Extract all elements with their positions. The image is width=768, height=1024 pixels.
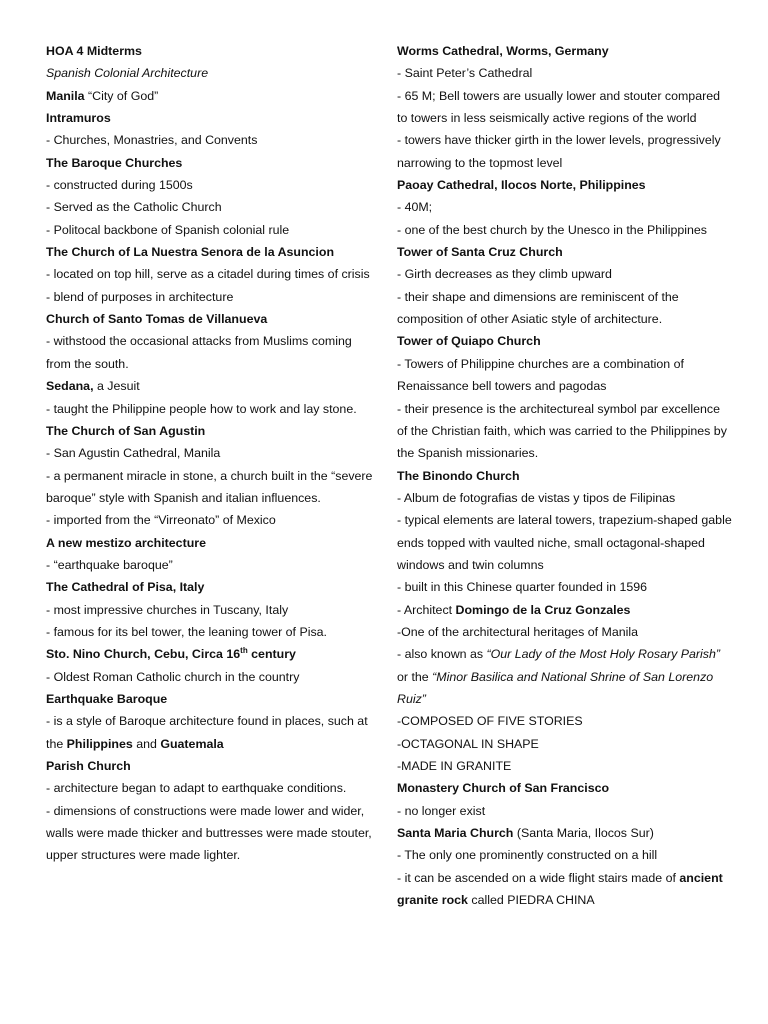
text-line [397,241,732,263]
text-line [397,353,732,398]
text-line [46,509,376,531]
bold-text: Sedana, [46,379,94,394]
bold-text: Tower of Santa Cruz Church [397,245,563,260]
text-run: - blend of purposes in architecture [46,289,234,304]
text-line [397,844,732,866]
right-column [397,40,732,911]
text-line [46,554,376,576]
text-run: - their presence is the architectureal symbol par excellence of the Christian faith, which was carried to the Philippines by the Spanish missionaries. [397,401,727,461]
text-line [46,263,376,285]
text-run: - 40M; [397,200,433,215]
text-run: - taught the Philippine people how to work and lay stone. [46,401,357,416]
text-run: - also known as [397,647,487,662]
text-line [397,867,732,912]
text-line [397,487,732,509]
text-run: - located on top hill, serve as a citadel during times of crisis [46,267,370,282]
bold-text: The Church of La Nuestra Senora de la Asuncion [46,245,335,260]
text-run: - a permanent miracle in stone, a church built in the “severe baroque” style with Spanish and italian influences. [46,468,373,505]
text-line [46,465,376,510]
text-run: - is a style of Baroque architecture found in places, such at the [46,714,368,751]
text-run: - Served as the Catholic Church [46,200,222,215]
text-run: - no longer exist [397,803,486,818]
text-line [397,174,732,196]
text-run: called PIEDRA CHINA [467,893,595,908]
text-line [46,576,376,598]
text-line [46,241,376,263]
text-line [397,733,732,755]
text-line [397,509,732,576]
bold-text: Earthquake Baroque [46,691,168,706]
bold-text: Guatemala [160,736,224,751]
text-line [46,174,376,196]
bold-text: Santa Maria Church [397,826,514,841]
bold-text: Tower of Quiapo Church [397,334,541,349]
bold-text: Monastery Church of San Francisco [397,781,610,796]
text-line [46,219,376,241]
text-run: - 65 M; Bell towers are usually lower and stouter compared to towers in less seismically active regions of the world [397,88,720,126]
text-line [46,688,376,710]
text-line [397,576,732,598]
text-line [397,777,732,799]
text-line [46,710,376,755]
text-line [397,263,732,285]
bold-text: century [247,647,296,662]
text-line [46,643,376,665]
italic-text: “Our Lady of the Most Holy Rosary Parish” [486,647,720,662]
text-line [397,755,732,777]
bold-text: Domingo de la Cruz Gonzales [455,602,631,617]
text-run: - Girth decreases as they climb upward [397,267,612,282]
text-line [46,286,376,308]
text-run: - dimensions of constructions were made lower and wider, walls were made thicker and buttresses were made stouter, upper structures were made lighter. [46,803,372,863]
bold-text: Sto. Nino Church, Cebu, Circa 16 [46,647,241,662]
text-run: -MADE IN GRANITE [397,759,512,773]
text-line [46,40,376,62]
text-line [46,666,376,688]
text-run: or the [397,669,433,684]
text-line [46,442,376,464]
text-run: “City of God” [84,88,159,103]
bold-text: ancient granite rock [397,870,723,908]
bold-text: Manila [46,88,85,103]
text-line [46,308,376,330]
text-line [397,599,732,621]
text-run: - one of the best church by the Unesco in the Philippines [397,222,707,237]
text-line [397,40,732,62]
bold-text: The Baroque Churches [46,155,183,170]
text-run: - Saint Peter’s Cathedral [397,66,533,81]
text-line [46,777,376,799]
bold-text: th [240,646,248,656]
bold-text: HOA 4 Midterms [46,44,142,58]
text-line [397,643,732,710]
bold-text: The Church of San Agustin [46,423,206,438]
bold-text: The Cathedral of Pisa, Italy [46,580,205,595]
text-line [46,85,376,107]
text-line [397,219,732,241]
bold-text: Philippines [66,736,133,751]
text-run: - Architect [397,602,456,617]
text-run: - towers have thicker girth in the lower levels, progressively narrowing to the topmost level [397,133,721,170]
text-line [46,375,376,397]
bold-text: The Binondo Church [397,468,520,483]
text-run: - architecture began to adapt to earthquake conditions. [46,781,347,796]
text-line [46,129,376,151]
text-run: -One of the architectural heritages of Manila [397,624,639,639]
text-line [397,286,732,331]
text-run: - typical elements are lateral towers, trapezium-shaped gable ends topped with vaulted niche, small octagonal-shaped windows and twin columns [397,513,732,572]
text-run: - most impressive churches in Tuscany, Italy [46,602,289,617]
text-run: - Churches, Monastries, and Convents [46,133,258,148]
bold-text: Paoay Cathedral, Ilocos Norte, Philippines [397,178,646,193]
text-line [46,621,376,643]
text-run: - their shape and dimensions are reminiscent of the composition of other Asiatic style of architecture. [397,289,679,327]
text-line [46,755,376,777]
text-run: - it can be ascended on a wide flight stairs made of [397,870,680,885]
text-run: -COMPOSED OF FIVE STORIES [397,714,583,729]
text-run: - San Agustin Cathedral, Manila [46,446,221,461]
bold-text: A new mestizo architecture [46,535,206,550]
text-run: - Towers of Philippine churches are a combination of Renaissance bell towers and pagodas [397,356,684,394]
text-line [397,398,732,465]
text-run: and [132,736,161,751]
text-line [397,621,732,643]
text-run: - built in this Chinese quarter founded in 1596 [397,580,648,595]
text-run: - imported from the “Virreonato” of Mexico [46,513,276,528]
italic-text: “Minor Basilica and National Shrine of San Lorenzo Ruiz” [397,669,714,706]
bold-text: Intramuros [46,111,111,126]
text-run: - “earthquake baroque” [46,557,173,572]
text-line [46,330,376,375]
text-line [397,62,732,84]
text-run: - withstood the occasional attacks from Muslims coming from the south. [46,334,352,371]
italic-text: Spanish Colonial Architecture [46,66,209,81]
text-run: (Santa Maria, Ilocos Sur) [513,826,654,841]
text-run: - famous for its bel tower, the leaning tower of Pisa. [46,624,327,639]
bold-text: Church of Santo Tomas de Villanueva [46,312,268,327]
text-line [397,822,732,844]
text-line [46,398,376,420]
text-run: - Politocal backbone of Spanish colonial rule [46,222,290,237]
text-line [46,800,376,867]
text-line [46,152,376,174]
text-line [46,420,376,442]
text-run: - Oldest Roman Catholic church in the country [46,669,300,684]
text-line [46,532,376,554]
text-line [397,85,732,130]
text-run: - The only one prominently constructed on a hill [397,848,658,863]
text-line [397,710,732,732]
text-run: a Jesuit [93,379,140,394]
text-line [46,62,376,84]
text-run: - constructed during 1500s [46,178,193,193]
text-line [397,465,732,487]
text-run: -OCTAGONAL IN SHAPE [397,736,539,751]
left-column [46,40,376,867]
text-line [397,196,732,218]
bold-text: Worms Cathedral, Worms, Germany [397,44,609,58]
text-line [397,330,732,352]
text-line [46,196,376,218]
text-line [46,107,376,129]
text-line [397,129,732,174]
text-line [46,599,376,621]
text-line [397,800,732,822]
text-run: - Album de fotografias de vistas y tipos de Filipinas [397,490,676,505]
bold-text: Parish Church [46,759,131,773]
